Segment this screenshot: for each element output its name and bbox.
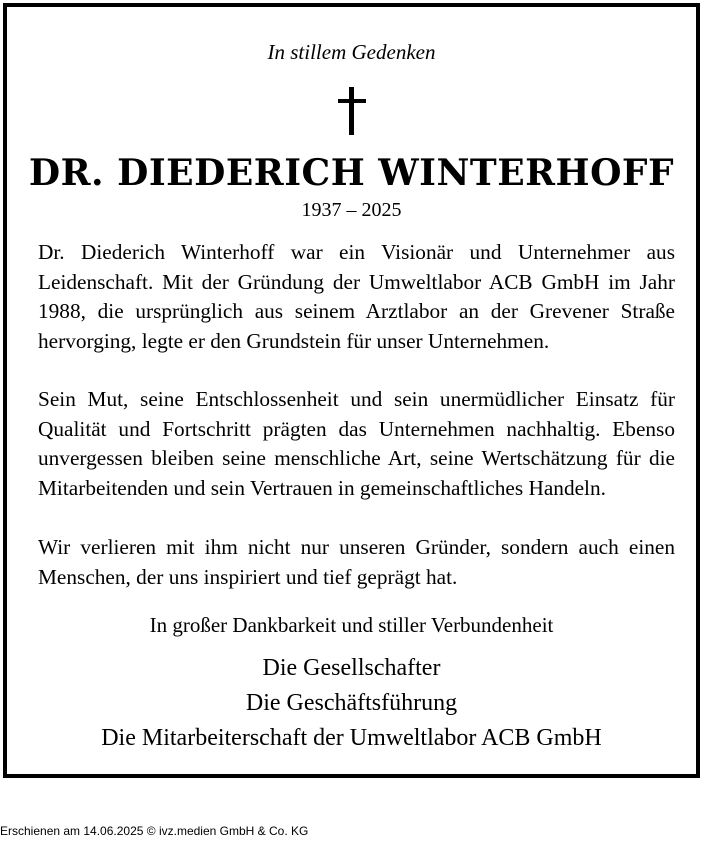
- cross-horizontal-bar: [338, 99, 366, 103]
- tribute-paragraph-1: Dr. Diederich Winterhoff war ein Visionär und Unternehmer aus Leidenschaft. Mit der Gründung der Umweltlabor ACB GmbH im Jahr 1988, die ursprünglich aus seinem Arztlabor an der Grevener Straße hervorging, legte er den Grundstein für unser Unternehmen.: [38, 240, 675, 354]
- signer-shareholders: Die Gesellschafter: [262, 655, 441, 681]
- signer-management: Die Geschäftsführung: [245, 690, 458, 716]
- obituary-notice: [3, 3, 700, 778]
- deceased-name: DR. DIEDERICH WINTERHOFF: [28, 152, 675, 194]
- publication-footer: Erschienen am 14.06.2025 © ivz.medien GmbH & Co. KG: [0, 824, 309, 838]
- cross-vertical-bar: [349, 87, 354, 135]
- closing-line: In großer Dankbarkeit und stiller Verbundenheit: [149, 613, 554, 637]
- tribute-paragraph-2: Sein Mut, seine Entschlossenheit und sein unermüdlicher Einsatz für Qualität und Fortschritt prägten das Unternehmen nachhaltig. Ebenso unvergessen bleiben seine menschliche Art, seine Wertschätzung für die Mitarbeitenden und sein Vertrauen in gemeinschaftliches Handeln.: [38, 387, 675, 501]
- life-years: 1937 – 2025: [301, 199, 402, 221]
- tribute-paragraph-3: Wir verlieren mit ihm nicht nur unseren Gründer, sondern auch einen Menschen, der uns inspiriert und tief geprägt hat.: [38, 535, 675, 589]
- signer-staff: Die Mitarbeiterschaft der Umweltlabor ACB GmbH: [101, 725, 602, 751]
- cross-icon: [338, 87, 366, 135]
- intro-line: In stillem Gedenken: [267, 40, 436, 64]
- signers-block: [7, 651, 696, 756]
